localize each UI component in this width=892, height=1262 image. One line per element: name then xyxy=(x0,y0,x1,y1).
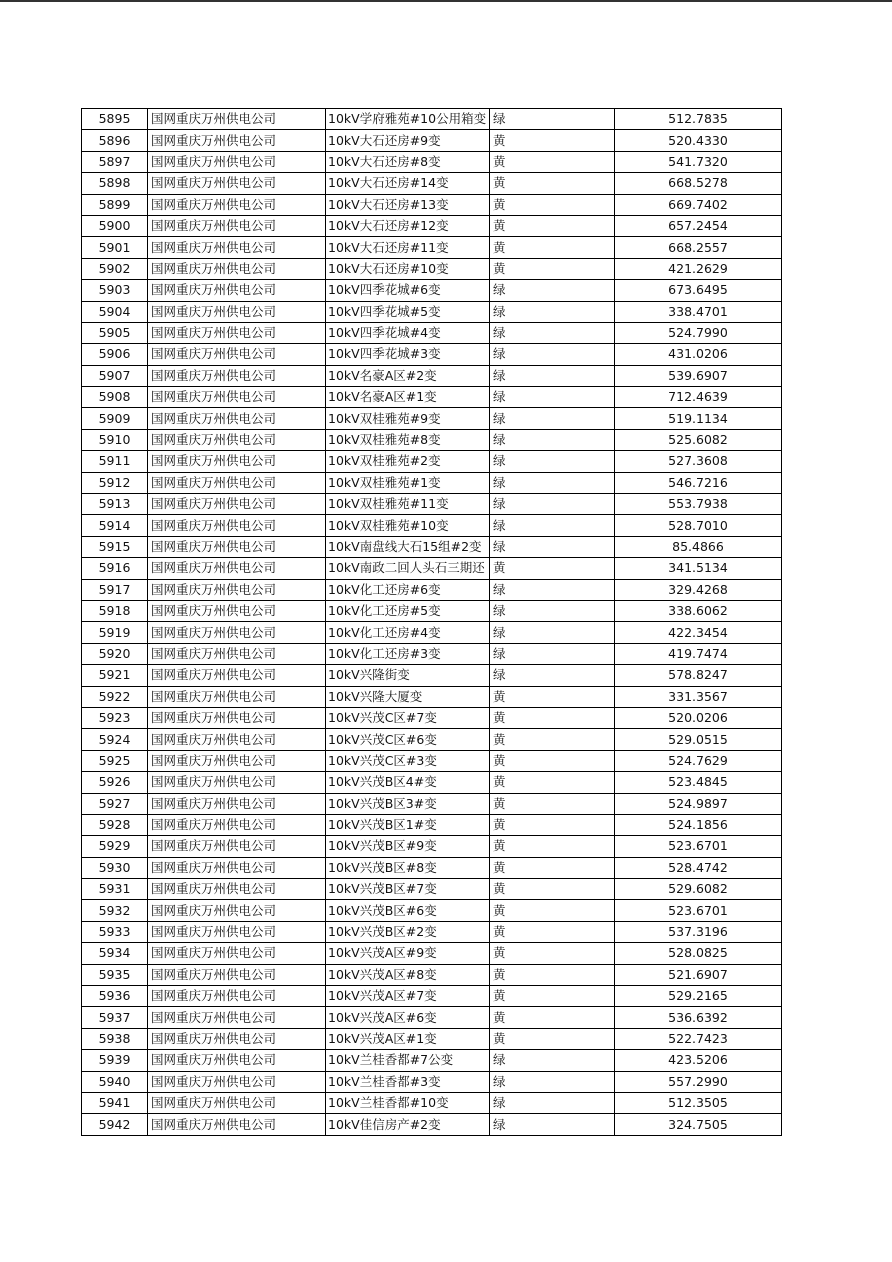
page-top-border xyxy=(0,0,892,2)
company-name-cell: 国网重庆万州供电公司 xyxy=(148,1071,326,1092)
status-color-cell: 黄 xyxy=(490,793,615,814)
company-name-cell: 国网重庆万州供电公司 xyxy=(148,665,326,686)
table-row xyxy=(82,900,782,921)
status-color-cell: 黄 xyxy=(490,986,615,1007)
row-number-cell: 5907 xyxy=(82,365,148,386)
value-cell: 512.3505 xyxy=(615,1092,782,1113)
table-row xyxy=(82,130,782,151)
table-row xyxy=(82,600,782,621)
transformer-name-cell: 10kV大石还房#8变 xyxy=(326,151,490,172)
table-row xyxy=(82,943,782,964)
value-cell: 519.1134 xyxy=(615,408,782,429)
status-color-cell: 绿 xyxy=(490,429,615,450)
value-cell: 546.7216 xyxy=(615,472,782,493)
value-cell: 557.2990 xyxy=(615,1071,782,1092)
company-name-cell: 国网重庆万州供电公司 xyxy=(148,707,326,728)
row-number-cell: 5913 xyxy=(82,494,148,515)
row-number-cell: 5920 xyxy=(82,643,148,664)
row-number-cell: 5909 xyxy=(82,408,148,429)
company-name-cell: 国网重庆万州供电公司 xyxy=(148,622,326,643)
company-name-cell: 国网重庆万州供电公司 xyxy=(148,109,326,130)
transformer-name-cell: 10kV兴茂A区#1变 xyxy=(326,1028,490,1049)
table-row xyxy=(82,1092,782,1113)
row-number-cell: 5938 xyxy=(82,1028,148,1049)
row-number-cell: 5896 xyxy=(82,130,148,151)
status-color-cell: 绿 xyxy=(490,451,615,472)
transformer-name-cell: 10kV大石还房#10变 xyxy=(326,258,490,279)
value-cell: 523.6701 xyxy=(615,836,782,857)
status-color-cell: 绿 xyxy=(490,494,615,515)
table-row xyxy=(82,707,782,728)
table-row xyxy=(82,921,782,942)
value-cell: 324.7505 xyxy=(615,1114,782,1135)
transformer-name-cell: 10kV名豪A区#2变 xyxy=(326,365,490,386)
transformer-name-cell: 10kV化工还房#6变 xyxy=(326,579,490,600)
value-cell: 657.2454 xyxy=(615,215,782,236)
status-color-cell: 绿 xyxy=(490,365,615,386)
row-number-cell: 5925 xyxy=(82,750,148,771)
table-row xyxy=(82,344,782,365)
table-row xyxy=(82,1050,782,1071)
table-row xyxy=(82,558,782,579)
row-number-cell: 5918 xyxy=(82,600,148,621)
company-name-cell: 国网重庆万州供电公司 xyxy=(148,750,326,771)
value-cell: 528.0825 xyxy=(615,943,782,964)
company-name-cell: 国网重庆万州供电公司 xyxy=(148,836,326,857)
table-row xyxy=(82,1071,782,1092)
status-color-cell: 绿 xyxy=(490,387,615,408)
transformer-name-cell: 10kV大石还房#13变 xyxy=(326,194,490,215)
company-name-cell: 国网重庆万州供电公司 xyxy=(148,921,326,942)
table-row xyxy=(82,387,782,408)
row-number-cell: 5924 xyxy=(82,729,148,750)
table-row xyxy=(82,579,782,600)
transformer-name-cell: 10kV化工还房#3变 xyxy=(326,643,490,664)
row-number-cell: 5899 xyxy=(82,194,148,215)
transformer-name-cell: 10kV双桂雅苑#8变 xyxy=(326,429,490,450)
row-number-cell: 5908 xyxy=(82,387,148,408)
company-name-cell: 国网重庆万州供电公司 xyxy=(148,600,326,621)
transformer-name-cell: 10kV兴茂A区#8变 xyxy=(326,964,490,985)
row-number-cell: 5897 xyxy=(82,151,148,172)
row-number-cell: 5903 xyxy=(82,280,148,301)
status-color-cell: 黄 xyxy=(490,194,615,215)
transformer-name-cell: 10kV化工还房#4变 xyxy=(326,622,490,643)
company-name-cell: 国网重庆万州供电公司 xyxy=(148,344,326,365)
transformer-name-cell: 10kV兴隆大厦变 xyxy=(326,686,490,707)
transformer-name-cell: 10kV学府雅苑#10公用箱变 xyxy=(326,109,490,130)
transformer-name-cell: 10kV四季花城#3变 xyxy=(326,344,490,365)
company-name-cell: 国网重庆万州供电公司 xyxy=(148,558,326,579)
row-number-cell: 5898 xyxy=(82,173,148,194)
company-name-cell: 国网重庆万州供电公司 xyxy=(148,943,326,964)
value-cell: 527.3608 xyxy=(615,451,782,472)
row-number-cell: 5915 xyxy=(82,536,148,557)
value-cell: 431.0206 xyxy=(615,344,782,365)
transformer-name-cell: 10kV兰桂香都#3变 xyxy=(326,1071,490,1092)
transformer-name-cell: 10kV大石还房#9变 xyxy=(326,130,490,151)
value-cell: 528.4742 xyxy=(615,857,782,878)
status-color-cell: 黄 xyxy=(490,943,615,964)
row-number-cell: 5905 xyxy=(82,322,148,343)
transformer-name-cell: 10kV兴茂A区#6变 xyxy=(326,1007,490,1028)
table-row xyxy=(82,836,782,857)
transformer-table xyxy=(81,108,782,1136)
company-name-cell: 国网重庆万州供电公司 xyxy=(148,1050,326,1071)
row-number-cell: 5935 xyxy=(82,964,148,985)
status-color-cell: 黄 xyxy=(490,1007,615,1028)
status-color-cell: 黄 xyxy=(490,258,615,279)
company-name-cell: 国网重庆万州供电公司 xyxy=(148,1007,326,1028)
company-name-cell: 国网重庆万州供电公司 xyxy=(148,322,326,343)
status-color-cell: 绿 xyxy=(490,109,615,130)
value-cell: 524.1856 xyxy=(615,814,782,835)
transformer-name-cell: 10kV双桂雅苑#11变 xyxy=(326,494,490,515)
table-row xyxy=(82,301,782,322)
transformer-name-cell: 10kV兴隆街变 xyxy=(326,665,490,686)
company-name-cell: 国网重庆万州供电公司 xyxy=(148,387,326,408)
value-cell: 522.7423 xyxy=(615,1028,782,1049)
transformer-name-cell: 10kV大石还房#12变 xyxy=(326,215,490,236)
transformer-name-cell: 10kV佳信房产#2变 xyxy=(326,1114,490,1135)
transformer-name-cell: 10kV名豪A区#1变 xyxy=(326,387,490,408)
company-name-cell: 国网重庆万州供电公司 xyxy=(148,215,326,236)
row-number-cell: 5910 xyxy=(82,429,148,450)
transformer-name-cell: 10kV兴茂B区#6变 xyxy=(326,900,490,921)
row-number-cell: 5936 xyxy=(82,986,148,1007)
company-name-cell: 国网重庆万州供电公司 xyxy=(148,429,326,450)
value-cell: 520.4330 xyxy=(615,130,782,151)
transformer-name-cell: 10kV兴茂B区#7变 xyxy=(326,879,490,900)
value-cell: 528.7010 xyxy=(615,515,782,536)
status-color-cell: 黄 xyxy=(490,707,615,728)
company-name-cell: 国网重庆万州供电公司 xyxy=(148,879,326,900)
status-color-cell: 黄 xyxy=(490,900,615,921)
table-row xyxy=(82,494,782,515)
value-cell: 338.4701 xyxy=(615,301,782,322)
row-number-cell: 5911 xyxy=(82,451,148,472)
row-number-cell: 5937 xyxy=(82,1007,148,1028)
status-color-cell: 绿 xyxy=(490,515,615,536)
table-row xyxy=(82,515,782,536)
status-color-cell: 黄 xyxy=(490,857,615,878)
company-name-cell: 国网重庆万州供电公司 xyxy=(148,686,326,707)
value-cell: 523.4845 xyxy=(615,772,782,793)
table-row xyxy=(82,194,782,215)
table-row xyxy=(82,322,782,343)
status-color-cell: 绿 xyxy=(490,408,615,429)
company-name-cell: 国网重庆万州供电公司 xyxy=(148,365,326,386)
transformer-name-cell: 10kV兰桂香都#7公变 xyxy=(326,1050,490,1071)
status-color-cell: 黄 xyxy=(490,558,615,579)
value-cell: 529.2165 xyxy=(615,986,782,1007)
status-color-cell: 绿 xyxy=(490,472,615,493)
table-row xyxy=(82,536,782,557)
status-color-cell: 黄 xyxy=(490,814,615,835)
status-color-cell: 绿 xyxy=(490,600,615,621)
transformer-name-cell: 10kV双桂雅苑#1变 xyxy=(326,472,490,493)
company-name-cell: 国网重庆万州供电公司 xyxy=(148,494,326,515)
status-color-cell: 绿 xyxy=(490,322,615,343)
table-row xyxy=(82,814,782,835)
table-row xyxy=(82,215,782,236)
value-cell: 520.0206 xyxy=(615,707,782,728)
row-number-cell: 5912 xyxy=(82,472,148,493)
status-color-cell: 绿 xyxy=(490,579,615,600)
value-cell: 529.0515 xyxy=(615,729,782,750)
value-cell: 524.7990 xyxy=(615,322,782,343)
company-name-cell: 国网重庆万州供电公司 xyxy=(148,772,326,793)
status-color-cell: 黄 xyxy=(490,750,615,771)
company-name-cell: 国网重庆万州供电公司 xyxy=(148,1114,326,1135)
table-row xyxy=(82,986,782,1007)
table-row xyxy=(82,109,782,130)
value-cell: 523.6701 xyxy=(615,900,782,921)
company-name-cell: 国网重庆万州供电公司 xyxy=(148,451,326,472)
company-name-cell: 国网重庆万州供电公司 xyxy=(148,194,326,215)
status-color-cell: 绿 xyxy=(490,1050,615,1071)
status-color-cell: 黄 xyxy=(490,729,615,750)
company-name-cell: 国网重庆万州供电公司 xyxy=(148,301,326,322)
status-color-cell: 绿 xyxy=(490,280,615,301)
table-row xyxy=(82,686,782,707)
status-color-cell: 黄 xyxy=(490,130,615,151)
row-number-cell: 5934 xyxy=(82,943,148,964)
value-cell: 668.5278 xyxy=(615,173,782,194)
status-color-cell: 黄 xyxy=(490,215,615,236)
company-name-cell: 国网重庆万州供电公司 xyxy=(148,1028,326,1049)
row-number-cell: 5923 xyxy=(82,707,148,728)
status-color-cell: 黄 xyxy=(490,237,615,258)
value-cell: 669.7402 xyxy=(615,194,782,215)
company-name-cell: 国网重庆万州供电公司 xyxy=(148,1092,326,1113)
company-name-cell: 国网重庆万州供电公司 xyxy=(148,472,326,493)
table-row xyxy=(82,451,782,472)
status-color-cell: 绿 xyxy=(490,1114,615,1135)
table-row xyxy=(82,237,782,258)
transformer-name-cell: 10kV四季花城#6变 xyxy=(326,280,490,301)
value-cell: 524.9897 xyxy=(615,793,782,814)
value-cell: 541.7320 xyxy=(615,151,782,172)
transformer-name-cell: 10kV兴茂B区#8变 xyxy=(326,857,490,878)
row-number-cell: 5928 xyxy=(82,814,148,835)
status-color-cell: 黄 xyxy=(490,173,615,194)
company-name-cell: 国网重庆万州供电公司 xyxy=(148,579,326,600)
row-number-cell: 5904 xyxy=(82,301,148,322)
company-name-cell: 国网重庆万州供电公司 xyxy=(148,258,326,279)
transformer-name-cell: 10kV南政二回人头石三期还 xyxy=(326,558,490,579)
transformer-name-cell: 10kV大石还房#14变 xyxy=(326,173,490,194)
transformer-name-cell: 10kV兴茂C区#6变 xyxy=(326,729,490,750)
value-cell: 537.3196 xyxy=(615,921,782,942)
transformer-name-cell: 10kV兴茂B区4#变 xyxy=(326,772,490,793)
company-name-cell: 国网重庆万州供电公司 xyxy=(148,173,326,194)
status-color-cell: 黄 xyxy=(490,921,615,942)
company-name-cell: 国网重庆万州供电公司 xyxy=(148,729,326,750)
table-row xyxy=(82,408,782,429)
table-row xyxy=(82,1007,782,1028)
status-color-cell: 绿 xyxy=(490,301,615,322)
value-cell: 421.2629 xyxy=(615,258,782,279)
value-cell: 419.7474 xyxy=(615,643,782,664)
company-name-cell: 国网重庆万州供电公司 xyxy=(148,536,326,557)
row-number-cell: 5902 xyxy=(82,258,148,279)
company-name-cell: 国网重庆万州供电公司 xyxy=(148,986,326,1007)
company-name-cell: 国网重庆万州供电公司 xyxy=(148,857,326,878)
status-color-cell: 黄 xyxy=(490,836,615,857)
value-cell: 525.6082 xyxy=(615,429,782,450)
company-name-cell: 国网重庆万州供电公司 xyxy=(148,130,326,151)
company-name-cell: 国网重庆万州供电公司 xyxy=(148,964,326,985)
status-color-cell: 绿 xyxy=(490,344,615,365)
table-row xyxy=(82,879,782,900)
table-row xyxy=(82,772,782,793)
row-number-cell: 5919 xyxy=(82,622,148,643)
table-row xyxy=(82,964,782,985)
row-number-cell: 5933 xyxy=(82,921,148,942)
status-color-cell: 绿 xyxy=(490,536,615,557)
value-cell: 539.6907 xyxy=(615,365,782,386)
table-row xyxy=(82,793,782,814)
table-row xyxy=(82,665,782,686)
value-cell: 668.2557 xyxy=(615,237,782,258)
value-cell: 341.5134 xyxy=(615,558,782,579)
table-row xyxy=(82,151,782,172)
transformer-name-cell: 10kV四季花城#4变 xyxy=(326,322,490,343)
row-number-cell: 5940 xyxy=(82,1071,148,1092)
row-number-cell: 5914 xyxy=(82,515,148,536)
company-name-cell: 国网重庆万州供电公司 xyxy=(148,151,326,172)
table-row xyxy=(82,280,782,301)
transformer-name-cell: 10kV双桂雅苑#9变 xyxy=(326,408,490,429)
table-row xyxy=(82,1114,782,1135)
row-number-cell: 5927 xyxy=(82,793,148,814)
status-color-cell: 黄 xyxy=(490,964,615,985)
company-name-cell: 国网重庆万州供电公司 xyxy=(148,793,326,814)
status-color-cell: 黄 xyxy=(490,151,615,172)
value-cell: 329.4268 xyxy=(615,579,782,600)
value-cell: 578.8247 xyxy=(615,665,782,686)
table-row xyxy=(82,173,782,194)
value-cell: 331.3567 xyxy=(615,686,782,707)
transformer-name-cell: 10kV兴茂B区3#变 xyxy=(326,793,490,814)
table-row xyxy=(82,365,782,386)
value-cell: 553.7938 xyxy=(615,494,782,515)
company-name-cell: 国网重庆万州供电公司 xyxy=(148,643,326,664)
company-name-cell: 国网重庆万州供电公司 xyxy=(148,237,326,258)
table-row xyxy=(82,429,782,450)
table-row xyxy=(82,472,782,493)
row-number-cell: 5929 xyxy=(82,836,148,857)
status-color-cell: 黄 xyxy=(490,1028,615,1049)
company-name-cell: 国网重庆万州供电公司 xyxy=(148,515,326,536)
table-row xyxy=(82,857,782,878)
row-number-cell: 5906 xyxy=(82,344,148,365)
transformer-name-cell: 10kV四季花城#5变 xyxy=(326,301,490,322)
table-row xyxy=(82,1028,782,1049)
company-name-cell: 国网重庆万州供电公司 xyxy=(148,900,326,921)
row-number-cell: 5901 xyxy=(82,237,148,258)
row-number-cell: 5900 xyxy=(82,215,148,236)
value-cell: 712.4639 xyxy=(615,387,782,408)
status-color-cell: 绿 xyxy=(490,643,615,664)
status-color-cell: 绿 xyxy=(490,622,615,643)
row-number-cell: 5939 xyxy=(82,1050,148,1071)
value-cell: 423.5206 xyxy=(615,1050,782,1071)
value-cell: 529.6082 xyxy=(615,879,782,900)
value-cell: 85.4866 xyxy=(615,536,782,557)
transformer-name-cell: 10kV兴茂C区#3变 xyxy=(326,750,490,771)
table-row xyxy=(82,643,782,664)
company-name-cell: 国网重庆万州供电公司 xyxy=(148,814,326,835)
transformer-name-cell: 10kV兴茂B区1#变 xyxy=(326,814,490,835)
value-cell: 422.3454 xyxy=(615,622,782,643)
row-number-cell: 5922 xyxy=(82,686,148,707)
status-color-cell: 绿 xyxy=(490,1092,615,1113)
status-color-cell: 绿 xyxy=(490,665,615,686)
transformer-name-cell: 10kV兴茂A区#7变 xyxy=(326,986,490,1007)
status-color-cell: 绿 xyxy=(490,1071,615,1092)
transformer-name-cell: 10kV南盘线大石15组#2变 xyxy=(326,536,490,557)
row-number-cell: 5916 xyxy=(82,558,148,579)
status-color-cell: 黄 xyxy=(490,686,615,707)
company-name-cell: 国网重庆万州供电公司 xyxy=(148,408,326,429)
transformer-name-cell: 10kV双桂雅苑#10变 xyxy=(326,515,490,536)
row-number-cell: 5931 xyxy=(82,879,148,900)
value-cell: 673.6495 xyxy=(615,280,782,301)
table-row xyxy=(82,258,782,279)
row-number-cell: 5895 xyxy=(82,109,148,130)
transformer-name-cell: 10kV兴茂C区#7变 xyxy=(326,707,490,728)
row-number-cell: 5932 xyxy=(82,900,148,921)
transformer-name-cell: 10kV兴茂A区#9变 xyxy=(326,943,490,964)
table-row xyxy=(82,729,782,750)
transformer-name-cell: 10kV兰桂香都#10变 xyxy=(326,1092,490,1113)
row-number-cell: 5926 xyxy=(82,772,148,793)
value-cell: 524.7629 xyxy=(615,750,782,771)
row-number-cell: 5941 xyxy=(82,1092,148,1113)
status-color-cell: 黄 xyxy=(490,879,615,900)
table-row xyxy=(82,622,782,643)
transformer-name-cell: 10kV兴茂B区#2变 xyxy=(326,921,490,942)
value-cell: 338.6062 xyxy=(615,600,782,621)
status-color-cell: 黄 xyxy=(490,772,615,793)
transformer-name-cell: 10kV化工还房#5变 xyxy=(326,600,490,621)
row-number-cell: 5921 xyxy=(82,665,148,686)
transformer-name-cell: 10kV兴茂B区#9变 xyxy=(326,836,490,857)
transformer-name-cell: 10kV大石还房#11变 xyxy=(326,237,490,258)
company-name-cell: 国网重庆万州供电公司 xyxy=(148,280,326,301)
row-number-cell: 5917 xyxy=(82,579,148,600)
value-cell: 521.6907 xyxy=(615,964,782,985)
transformer-name-cell: 10kV双桂雅苑#2变 xyxy=(326,451,490,472)
value-cell: 536.6392 xyxy=(615,1007,782,1028)
table-row xyxy=(82,750,782,771)
value-cell: 512.7835 xyxy=(615,109,782,130)
row-number-cell: 5942 xyxy=(82,1114,148,1135)
row-number-cell: 5930 xyxy=(82,857,148,878)
